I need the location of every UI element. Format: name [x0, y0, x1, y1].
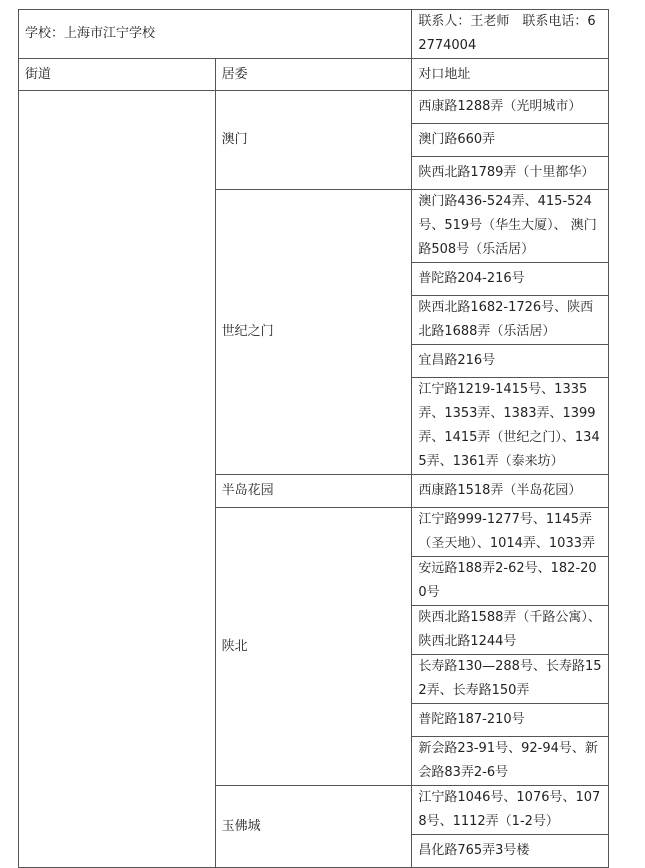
school-name-cell: 学校：上海市江宁学校 — [19, 10, 412, 59]
committee-cell: 世纪之门 — [215, 190, 412, 475]
address-cell: 宜昌路216号 — [412, 345, 609, 378]
address-cell: 江宁路999-1277号、1145弄（圣天地）、1014弄、1033弄 — [412, 508, 609, 557]
address-cell: 陕西北路1789弄（十里都华） — [412, 157, 609, 190]
address-cell: 陕西北路1588弄（千路公寓）、陕西北路1244号 — [412, 606, 609, 655]
address-cell: 普陀路187-210号 — [412, 704, 609, 737]
committee-cell: 玉佛城 — [215, 786, 412, 868]
address-cell: 安远路188弄2-62号、182-200号 — [412, 557, 609, 606]
address-cell: 江宁路1219-1415号、1335弄、1353弄、1383弄、1399弄、1415弄（世纪之门）、1345弄、1361弄（泰来坊） — [412, 378, 609, 475]
address-cell: 陕西北路1682-1726号、陕西北路1688弄（乐活居） — [412, 296, 609, 345]
address-cell: 新会路23-91号、92-94号、新会路83弄2-6号 — [412, 737, 609, 786]
table-row — [19, 91, 609, 124]
header-row — [19, 10, 609, 59]
contact-cell: 联系人：王老师 联系电话：62774004 — [412, 10, 609, 59]
committee-cell: 陕北 — [215, 508, 412, 786]
column-header-row — [19, 59, 609, 91]
street-cell — [19, 91, 216, 868]
school-address-table — [18, 9, 609, 868]
committee-cell: 澳门 — [215, 91, 412, 190]
address-cell: 长寿路130—288号、长寿路152弄、长寿路150弄 — [412, 655, 609, 704]
address-cell: 澳门路436-524弄、415-524号、519号（华生大厦）、 澳门路508号（乐活居） — [412, 190, 609, 263]
address-cell: 澳门路660弄 — [412, 124, 609, 157]
address-cell: 普陀路204-216号 — [412, 263, 609, 296]
street-column-header: 街道 — [19, 59, 216, 91]
address-cell: 昌化路765弄3号楼 — [412, 835, 609, 868]
committee-cell: 半岛花园 — [215, 475, 412, 508]
address-column-header: 对口地址 — [412, 59, 609, 91]
address-cell: 江宁路1046号、1076号、1078号、1112弄（1-2号） — [412, 786, 609, 835]
address-cell: 西康路1518弄（半岛花园） — [412, 475, 609, 508]
address-cell: 西康路1288弄（光明城市） — [412, 91, 609, 124]
committee-column-header: 居委 — [215, 59, 412, 91]
